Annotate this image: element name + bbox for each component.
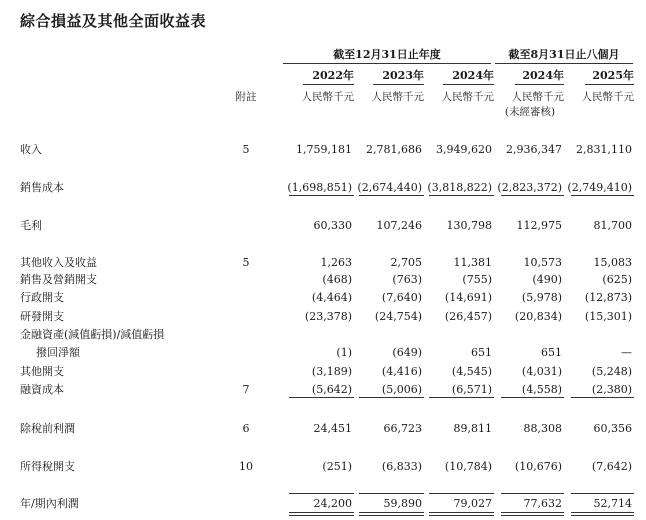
page-title: 綜合損益及其他全面收益表 xyxy=(20,12,207,30)
table-cell: (4,558) xyxy=(521,383,562,396)
year-header-rule xyxy=(585,84,634,85)
cell-double-underline xyxy=(571,512,634,513)
row-label: 銷售及營銷開支 xyxy=(20,273,97,286)
table-cell: (23,378) xyxy=(304,310,352,323)
table-cell: 10,573 xyxy=(523,256,562,269)
cell-double-underline xyxy=(571,515,634,516)
table-cell: 77,632 xyxy=(523,497,562,510)
cell-top-rule xyxy=(429,493,494,494)
note-column-header: 附註 xyxy=(235,91,257,103)
table-cell: (3,189) xyxy=(311,365,352,378)
cell-double-underline xyxy=(289,515,354,516)
row-note-ref: 10 xyxy=(239,460,253,473)
row-label: 研發開支 xyxy=(20,310,64,323)
year-header: 2022年 xyxy=(312,69,354,82)
table-cell: (5,006) xyxy=(381,383,422,396)
row-note-ref: 7 xyxy=(242,383,250,396)
row-note-ref: 5 xyxy=(242,256,250,269)
table-cell: (7,640) xyxy=(381,291,422,304)
table-cell: (3,818,822) xyxy=(427,181,492,194)
year-header: 2025年 xyxy=(592,69,634,82)
table-cell: (5,642) xyxy=(311,383,352,396)
cell-underline xyxy=(359,397,424,398)
table-cell: (6,571) xyxy=(451,383,492,396)
table-cell: (5,248) xyxy=(591,365,632,378)
table-cell: 88,308 xyxy=(523,422,562,435)
year-header: 2023年 xyxy=(382,69,424,82)
year-header-rule xyxy=(515,84,564,85)
table-cell: 2,781,686 xyxy=(366,143,422,156)
table-cell: (6,833) xyxy=(381,460,422,473)
cell-underline xyxy=(289,195,354,196)
table-cell: (10,784) xyxy=(444,460,492,473)
cell-double-underline xyxy=(429,515,494,516)
cell-double-underline xyxy=(501,515,564,516)
table-cell: 651 xyxy=(471,346,492,359)
table-cell: 1,759,181 xyxy=(296,143,352,156)
row-label: 除稅前利潤 xyxy=(20,422,75,435)
table-cell: (2,823,372) xyxy=(497,181,562,194)
cell-top-rule xyxy=(359,493,424,494)
row-label: 所得稅開支 xyxy=(20,460,75,473)
table-cell: (625) xyxy=(602,273,632,286)
table-cell: 3,949,620 xyxy=(436,143,492,156)
table-cell: (20,834) xyxy=(514,310,562,323)
cell-double-underline xyxy=(359,515,424,516)
table-cell: 79,027 xyxy=(453,497,492,510)
currency-unit-label: 人民幣千元 xyxy=(441,91,494,103)
cell-underline xyxy=(571,195,634,196)
period-header-interim: 截至8月31日止八個月 xyxy=(508,48,620,61)
row-label: 金融資產(減值虧損)/減值虧損 xyxy=(20,328,165,341)
cell-underline xyxy=(501,397,564,398)
table-cell: 1,263 xyxy=(320,256,352,269)
table-cell: (7,642) xyxy=(591,460,632,473)
cell-double-underline xyxy=(289,512,354,513)
table-cell: 24,451 xyxy=(313,422,352,435)
row-label: 其他收入及收益 xyxy=(20,256,97,269)
unaudited-label: (未經審核) xyxy=(504,106,556,118)
table-cell: 112,975 xyxy=(516,219,562,232)
table-cell: (4,416) xyxy=(381,365,422,378)
row-label: 行政開支 xyxy=(20,291,64,304)
table-cell: (4,545) xyxy=(451,365,492,378)
table-cell: 130,798 xyxy=(446,219,492,232)
row-label: 其他開支 xyxy=(20,365,64,378)
table-cell: — xyxy=(621,346,632,359)
currency-unit-label: 人民幣千元 xyxy=(301,91,354,103)
currency-unit-label: 人民幣千元 xyxy=(371,91,424,103)
table-cell: (4,464) xyxy=(311,291,352,304)
row-label-continued: 撥回淨額 xyxy=(36,346,80,359)
table-cell: 81,700 xyxy=(593,219,632,232)
cell-underline xyxy=(571,397,634,398)
table-cell: (468) xyxy=(322,273,352,286)
table-cell: 2,831,110 xyxy=(576,143,632,156)
table-cell: 59,890 xyxy=(383,497,422,510)
table-cell: 60,356 xyxy=(593,422,632,435)
table-cell: 651 xyxy=(541,346,562,359)
table-cell: (12,873) xyxy=(584,291,632,304)
table-cell: 2,705 xyxy=(390,256,422,269)
table-cell: (2,674,440) xyxy=(357,181,422,194)
table-cell: (10,676) xyxy=(514,460,562,473)
period-header-annual: 截至12月31日止年度 xyxy=(333,48,441,61)
table-cell: 52,714 xyxy=(593,497,632,510)
cell-top-rule xyxy=(501,493,564,494)
year-header-rule xyxy=(373,84,424,85)
cell-double-underline xyxy=(501,512,564,513)
row-label: 年/期內利潤 xyxy=(20,497,79,510)
cell-double-underline xyxy=(429,512,494,513)
table-cell: 66,723 xyxy=(383,422,422,435)
table-cell: (763) xyxy=(392,273,422,286)
cell-underline xyxy=(501,195,564,196)
row-label: 銷售成本 xyxy=(20,181,64,194)
cell-underline xyxy=(429,195,494,196)
table-cell: (26,457) xyxy=(444,310,492,323)
year-header: 2024年 xyxy=(522,69,564,82)
year-header: 2024年 xyxy=(452,69,494,82)
table-cell: 89,811 xyxy=(453,422,492,435)
table-cell: (1,698,851) xyxy=(287,181,352,194)
cell-underline xyxy=(429,397,494,398)
row-note-ref: 5 xyxy=(242,143,250,156)
cell-top-rule xyxy=(289,493,354,494)
table-cell: 60,330 xyxy=(313,219,352,232)
table-cell: (251) xyxy=(322,460,352,473)
cell-double-underline xyxy=(359,512,424,513)
period-header-interim-rule xyxy=(495,63,633,64)
table-cell: 24,200 xyxy=(313,497,352,510)
table-cell: (2,380) xyxy=(591,383,632,396)
table-cell: (2,749,410) xyxy=(567,181,632,194)
table-cell: 11,381 xyxy=(453,256,492,269)
table-cell: (490) xyxy=(532,273,562,286)
table-cell: (4,031) xyxy=(521,365,562,378)
table-cell: (24,754) xyxy=(374,310,422,323)
table-cell: (14,691) xyxy=(444,291,492,304)
row-label: 毛利 xyxy=(20,219,42,232)
row-label: 融資成本 xyxy=(20,383,64,396)
cell-underline xyxy=(289,397,354,398)
table-cell: (15,301) xyxy=(584,310,632,323)
table-cell: 107,246 xyxy=(376,219,422,232)
table-cell: 15,083 xyxy=(593,256,632,269)
table-cell: 2,936,347 xyxy=(506,143,562,156)
cell-top-rule xyxy=(571,493,634,494)
table-cell: (1) xyxy=(336,346,352,359)
year-header-rule xyxy=(443,84,494,85)
table-cell: (5,978) xyxy=(521,291,562,304)
table-cell: (755) xyxy=(462,273,492,286)
row-note-ref: 6 xyxy=(242,422,250,435)
period-header-annual-rule xyxy=(283,63,491,64)
currency-unit-label: 人民幣千元 xyxy=(581,91,634,103)
table-cell: (649) xyxy=(392,346,422,359)
year-header-rule xyxy=(303,84,354,85)
currency-unit-label: 人民幣千元 xyxy=(511,91,564,103)
row-label: 收入 xyxy=(20,143,42,156)
cell-underline xyxy=(359,195,424,196)
